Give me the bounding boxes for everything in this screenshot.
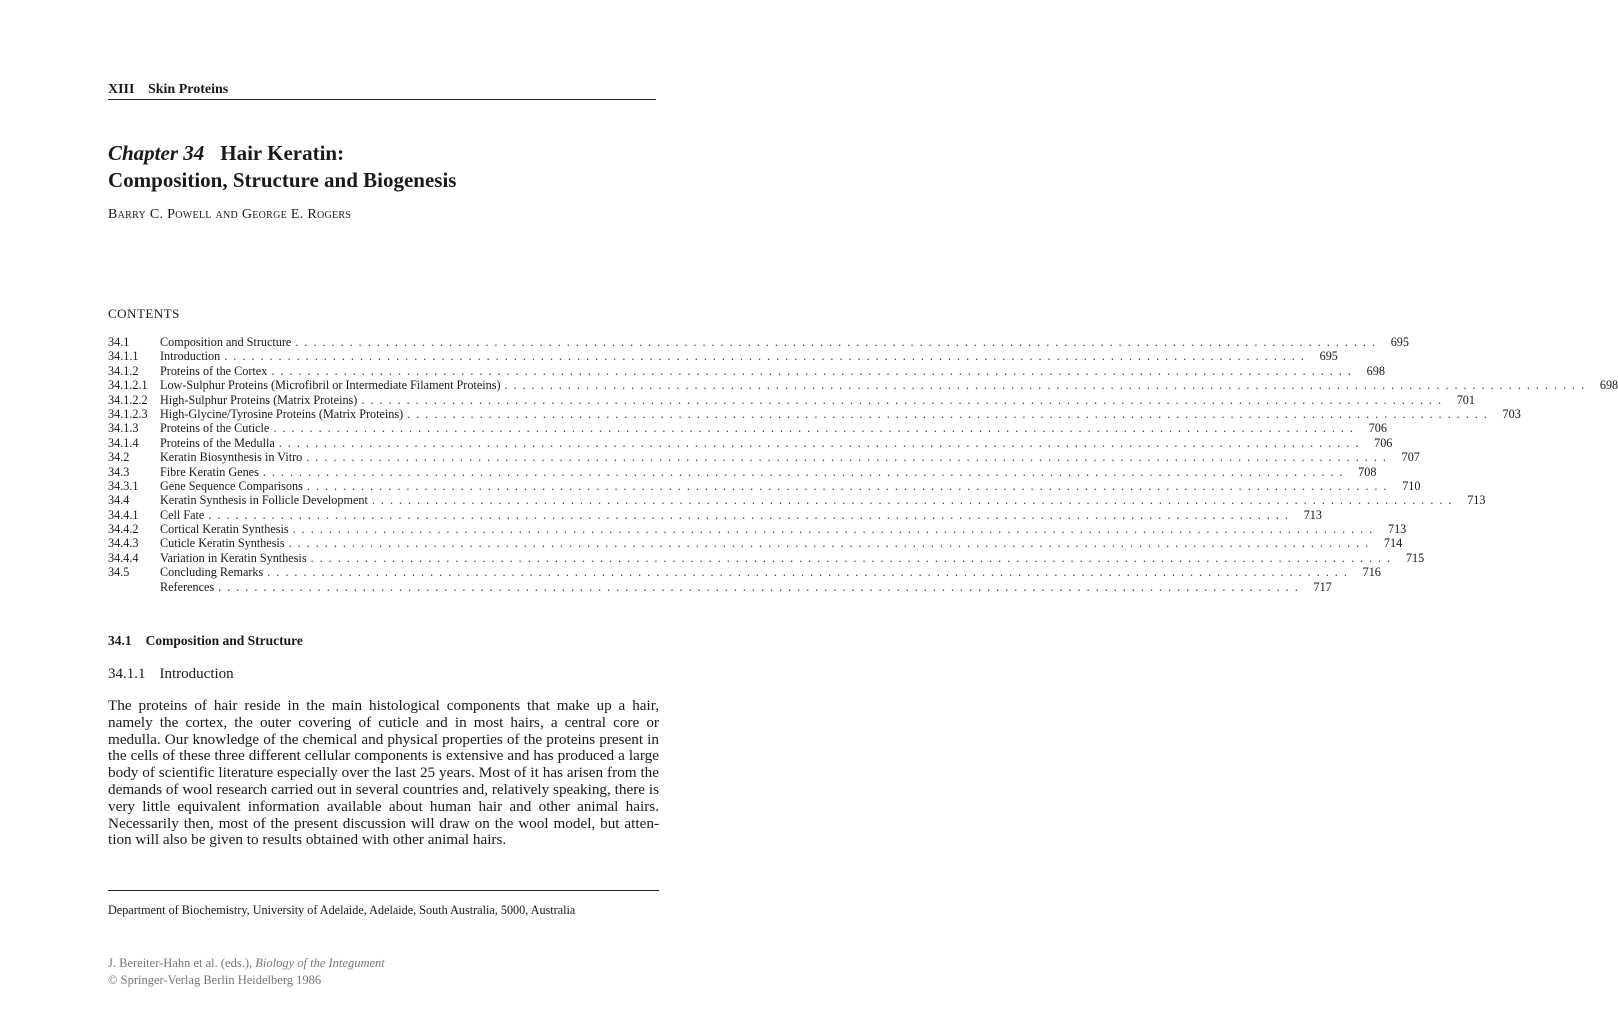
toc-entry [108, 378, 1618, 393]
toc-entry-number [108, 580, 160, 594]
toc-entry-title: High-Sulphur Proteins (Matrix Proteins) [160, 393, 361, 407]
toc-entry-number: 34.3 [108, 464, 130, 479]
toc-entry-page: 695 [1381, 335, 1409, 349]
toc-entry [108, 550, 1425, 565]
imprint-copyright: © Springer-Verlag Berlin Heidelberg 1986 [108, 973, 322, 987]
toc-entry-number: 34.4.1 [108, 507, 139, 522]
toc-dot-leader: ........................................................................................................................ [273, 421, 1359, 436]
toc-entry-number: 34.4.2 [108, 522, 139, 537]
toc-entry-number: 34.5 [108, 565, 130, 580]
toc-entry [108, 363, 1385, 378]
toc-entry-title: Proteins of the Cuticle [160, 421, 273, 435]
toc-entry-number: 34.2 [108, 450, 130, 465]
toc-entry-page: 698 [1357, 364, 1385, 378]
toc-entry [108, 522, 1407, 537]
footnote-rule [108, 890, 659, 891]
toc-entry-title: Cell Fate [160, 508, 208, 522]
toc-entry-page: 695 [1310, 349, 1338, 363]
toc-entry-number: 34.1.2.3 [108, 406, 148, 421]
subsection-number: 34.1.1 [108, 666, 146, 682]
imprint [108, 955, 385, 989]
part-number: XIII [108, 82, 135, 97]
toc-entry-number: 34.1.4 [108, 435, 139, 450]
toc-entry-title: Proteins of the Medulla [160, 436, 279, 450]
toc-entry-number: 34.3.1 [108, 478, 139, 493]
toc-entry-title: Composition and Structure [160, 335, 295, 349]
toc-entry [108, 435, 1393, 450]
chapter-number: Chapter 34 [108, 141, 205, 165]
toc-entry-page: 701 [1447, 393, 1475, 407]
toc-entry [108, 478, 1421, 493]
toc-entry [108, 421, 1387, 436]
toc-entry [108, 406, 1521, 421]
toc-entry-title: References [160, 580, 218, 594]
toc-entry-title: Cortical Keratin Synthesis [160, 522, 293, 536]
chapter-title [108, 140, 656, 194]
toc-entry-number: 34.1.2.2 [108, 392, 148, 407]
toc-entry [108, 536, 1403, 551]
contents-heading: CONTENTS [108, 306, 180, 321]
toc-entry-page: 703 [1493, 407, 1521, 421]
toc-entry-number: 34.1.2.1 [108, 378, 148, 393]
toc-dot-leader: ........................................................................................................................ [208, 507, 1294, 522]
section-number: 34.1 [108, 633, 132, 648]
toc-entry-page: 716 [1353, 565, 1381, 579]
table-of-contents [108, 335, 1618, 594]
toc-dot-leader: ........................................................................................................................ [310, 550, 1397, 565]
author-affiliation: Department of Biochemistry, University of Adelaide, Adelaide, South Australia, 5000, Australia [108, 903, 576, 917]
toc-dot-leader: ........................................................................................................................ [407, 406, 1493, 421]
toc-entry-number: 34.4.4 [108, 550, 139, 565]
toc-entry-number: 34.1 [108, 335, 130, 349]
section-title: Composition and Structure [145, 633, 303, 648]
toc-entry-page: 698 [1590, 378, 1618, 392]
toc-dot-leader: ........................................................................................................................ [292, 522, 1379, 537]
toc-entry-page: 706 [1359, 421, 1387, 435]
toc-dot-leader: ........................................................................................................................ [267, 565, 1353, 580]
chapter-title-line2: Composition, Structure and Biogenesis [108, 168, 457, 192]
toc-entry-title: Proteins of the Cortex [160, 364, 271, 378]
toc-entry [108, 349, 1338, 364]
toc-entry-title: Fibre Keratin Genes [160, 465, 263, 479]
toc-dot-leader: ........................................................................................................................ [371, 493, 1458, 508]
toc-dot-leader: ........................................................................................................................ [271, 363, 1357, 378]
toc-entry-title: Cuticle Keratin Synthesis [160, 536, 289, 550]
toc-entry [108, 579, 1332, 594]
subsection-title: Introduction [159, 666, 234, 682]
toc-entry-page: 715 [1396, 551, 1424, 565]
toc-entry [108, 450, 1420, 465]
toc-entry-page: 713 [1294, 508, 1322, 522]
toc-entry-number: 34.1.2 [108, 363, 139, 378]
authors: Barry C. Powell and George E. Rogers [108, 207, 352, 222]
toc-dot-leader: ........................................................................................................................ [504, 378, 1591, 393]
toc-entry-title: High-Glycine/Tyrosine Proteins (Matrix Proteins) [160, 407, 407, 421]
toc-entry [108, 392, 1475, 407]
toc-entry-page: 707 [1392, 450, 1420, 464]
toc-entry-page: 706 [1364, 436, 1392, 450]
toc-entry-page: 714 [1374, 536, 1402, 550]
toc-entry-title: Gene Sequence Comparisons [160, 479, 307, 493]
toc-entry-title: Keratin Biosynthesis in Vitro [160, 450, 306, 464]
toc-dot-leader: ........................................................................................................................ [361, 392, 1447, 407]
imprint-book-title: Biology of the Integument [255, 956, 385, 970]
running-head [108, 82, 656, 98]
toc-entry-page: 717 [1304, 580, 1332, 594]
toc-dot-leader: ........................................................................................................................ [218, 579, 1304, 594]
toc-entry-page: 710 [1392, 479, 1420, 493]
toc-dot-leader: ........................................................................................................................ [224, 349, 1310, 364]
imprint-editors: J. Bereiter-Hahn et al. (eds.), [108, 956, 253, 970]
part-title: Skin Proteins [147, 82, 229, 97]
toc-entry [108, 335, 1409, 349]
toc-entry [108, 493, 1486, 508]
toc-entry-page: 708 [1348, 465, 1376, 479]
toc-entry-page: 713 [1378, 522, 1406, 536]
toc-entry [108, 565, 1381, 580]
toc-dot-leader: ........................................................................................................................ [262, 464, 1349, 479]
toc-entry-number: 34.1.3 [108, 421, 139, 436]
toc-entry-page: 713 [1457, 493, 1485, 507]
header-rule [108, 99, 656, 100]
body-paragraph: The proteins of hair reside in the main histological components that make up a hair, namely the cortex, the outer covering of cuticle and in most hairs, a central core or medulla. Our knowledge of the chemical and physical properties of the proteins present in the cells of these three different cellular components is extensive and has produced a large body of scientific literature especially over the last 25 years. Most of it has arisen from the demands of wool research carried out in several countries and, relatively speaking, there is very little equivalent information available about human hair and other animal hairs. Necessarily then, most of the present discussion will draw on the wool model, but attention will also be given to results obtained with other animal hairs. [108, 697, 659, 849]
toc-entry-number: 34.4 [108, 493, 130, 508]
toc-entry-title: Variation in Keratin Synthesis [160, 551, 311, 565]
toc-entry-title: Introduction [160, 349, 224, 363]
toc-entry [108, 507, 1322, 522]
toc-entry-number: 34.4.3 [108, 536, 139, 551]
toc-dot-leader: ........................................................................................................................ [278, 435, 1365, 450]
toc-entry-title: Keratin Synthesis in Follicle Development [160, 493, 372, 507]
subsection-heading [108, 665, 234, 683]
toc-entry-title: Low-Sulphur Proteins (Microfibril or Intermediate Filament Proteins) [160, 378, 505, 392]
toc-dot-leader: ........................................................................................................................ [288, 536, 1375, 551]
chapter-title-line1: Hair Keratin: [220, 141, 345, 165]
toc-dot-leader: ........................................................................................................................ [295, 335, 1381, 349]
toc-dot-leader: ........................................................................................................................ [306, 478, 1393, 493]
section-heading [108, 633, 303, 649]
toc-entry-title: Concluding Remarks [160, 565, 267, 579]
toc-entry-number: 34.1.1 [108, 349, 139, 364]
toc-dot-leader: ........................................................................................................................ [306, 450, 1392, 465]
toc-entry [108, 464, 1377, 479]
